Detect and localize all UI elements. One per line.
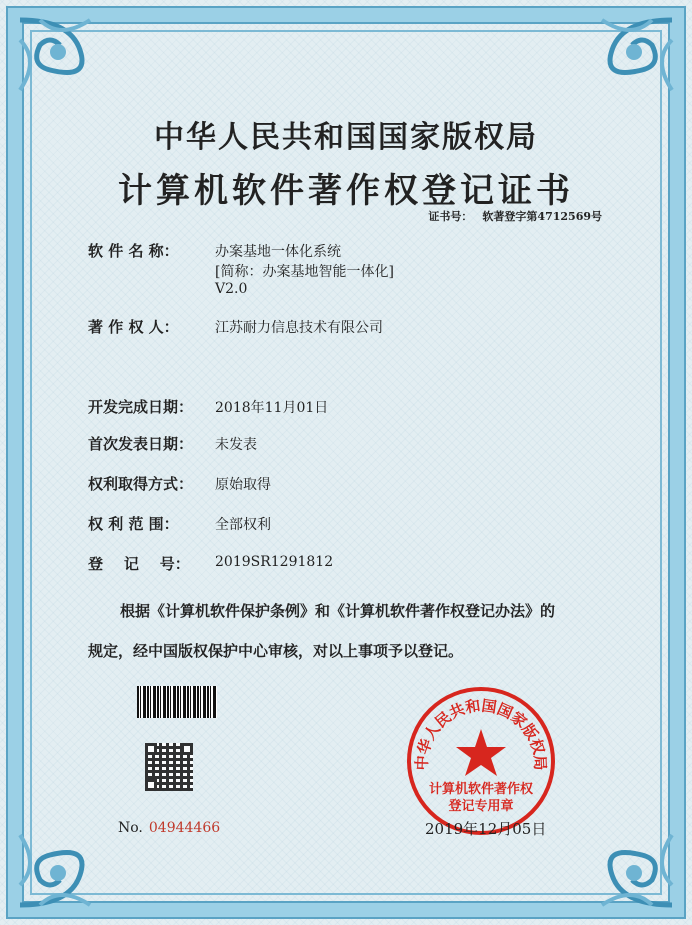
serial-value: 04944466 bbox=[148, 820, 221, 836]
owner-label: 著 作 权 人： bbox=[88, 318, 179, 336]
software-name-value: 办案基地一体化系统 bbox=[215, 244, 341, 260]
qr-code bbox=[145, 743, 193, 791]
software-version: V2.0 bbox=[215, 281, 248, 297]
dev-date-label: 开发完成日期： bbox=[88, 398, 194, 416]
issuer-title: 中华人民共和国国家版权局 bbox=[154, 120, 538, 155]
seal-ring-text: 中华人民共和国国家版权局 bbox=[412, 696, 550, 771]
reg-no-value: 2019SR1291812 bbox=[215, 554, 334, 570]
body-text-line2: 规定，经中国版权保护中心审核，对以上事项予以登记。 bbox=[88, 642, 464, 660]
serial-label: No. bbox=[118, 820, 143, 836]
seal-line1: 计算机软件著作权 bbox=[428, 782, 533, 797]
certificate-number bbox=[418, 208, 602, 224]
cert-no-label: 证书号： bbox=[428, 210, 473, 223]
scope-label: 权 利 范 围： bbox=[88, 515, 179, 533]
seal-emblem-icon bbox=[405, 685, 557, 837]
body-text-line1: 根据《计算机软件保护条例》和《计算机软件著作权登记办法》的 bbox=[120, 602, 556, 620]
publish-date-label: 首次发表日期： bbox=[88, 435, 194, 453]
barcode bbox=[137, 686, 217, 718]
owner-value: 江苏耐力信息技术有限公司 bbox=[215, 320, 383, 336]
software-name-label: 软 件 名 称： bbox=[88, 242, 179, 260]
cert-no-value: 软著登字第4712569号 bbox=[482, 210, 602, 223]
official-seal bbox=[405, 685, 557, 837]
scope-value: 全部权利 bbox=[215, 517, 271, 533]
software-short-name: [简称：办案基地智能一体化] bbox=[215, 264, 394, 280]
acquisition-label: 权利取得方式： bbox=[88, 475, 194, 493]
publish-date-value: 未发表 bbox=[215, 437, 257, 453]
acquisition-value: 原始取得 bbox=[215, 477, 271, 493]
dev-date-value: 2018年11月01日 bbox=[215, 400, 329, 416]
reg-no-label: 登 记 号： bbox=[88, 555, 190, 573]
corner-ornament-icon bbox=[10, 795, 130, 915]
issue-date: 2019年12月05日 bbox=[425, 820, 547, 838]
inner-frame bbox=[30, 30, 662, 895]
seal-line2: 登记专用章 bbox=[448, 799, 514, 814]
corner-ornament-icon bbox=[562, 795, 682, 915]
serial-number bbox=[118, 820, 220, 836]
certificate-title: 计算机软件著作权登记证书 bbox=[118, 171, 574, 211]
